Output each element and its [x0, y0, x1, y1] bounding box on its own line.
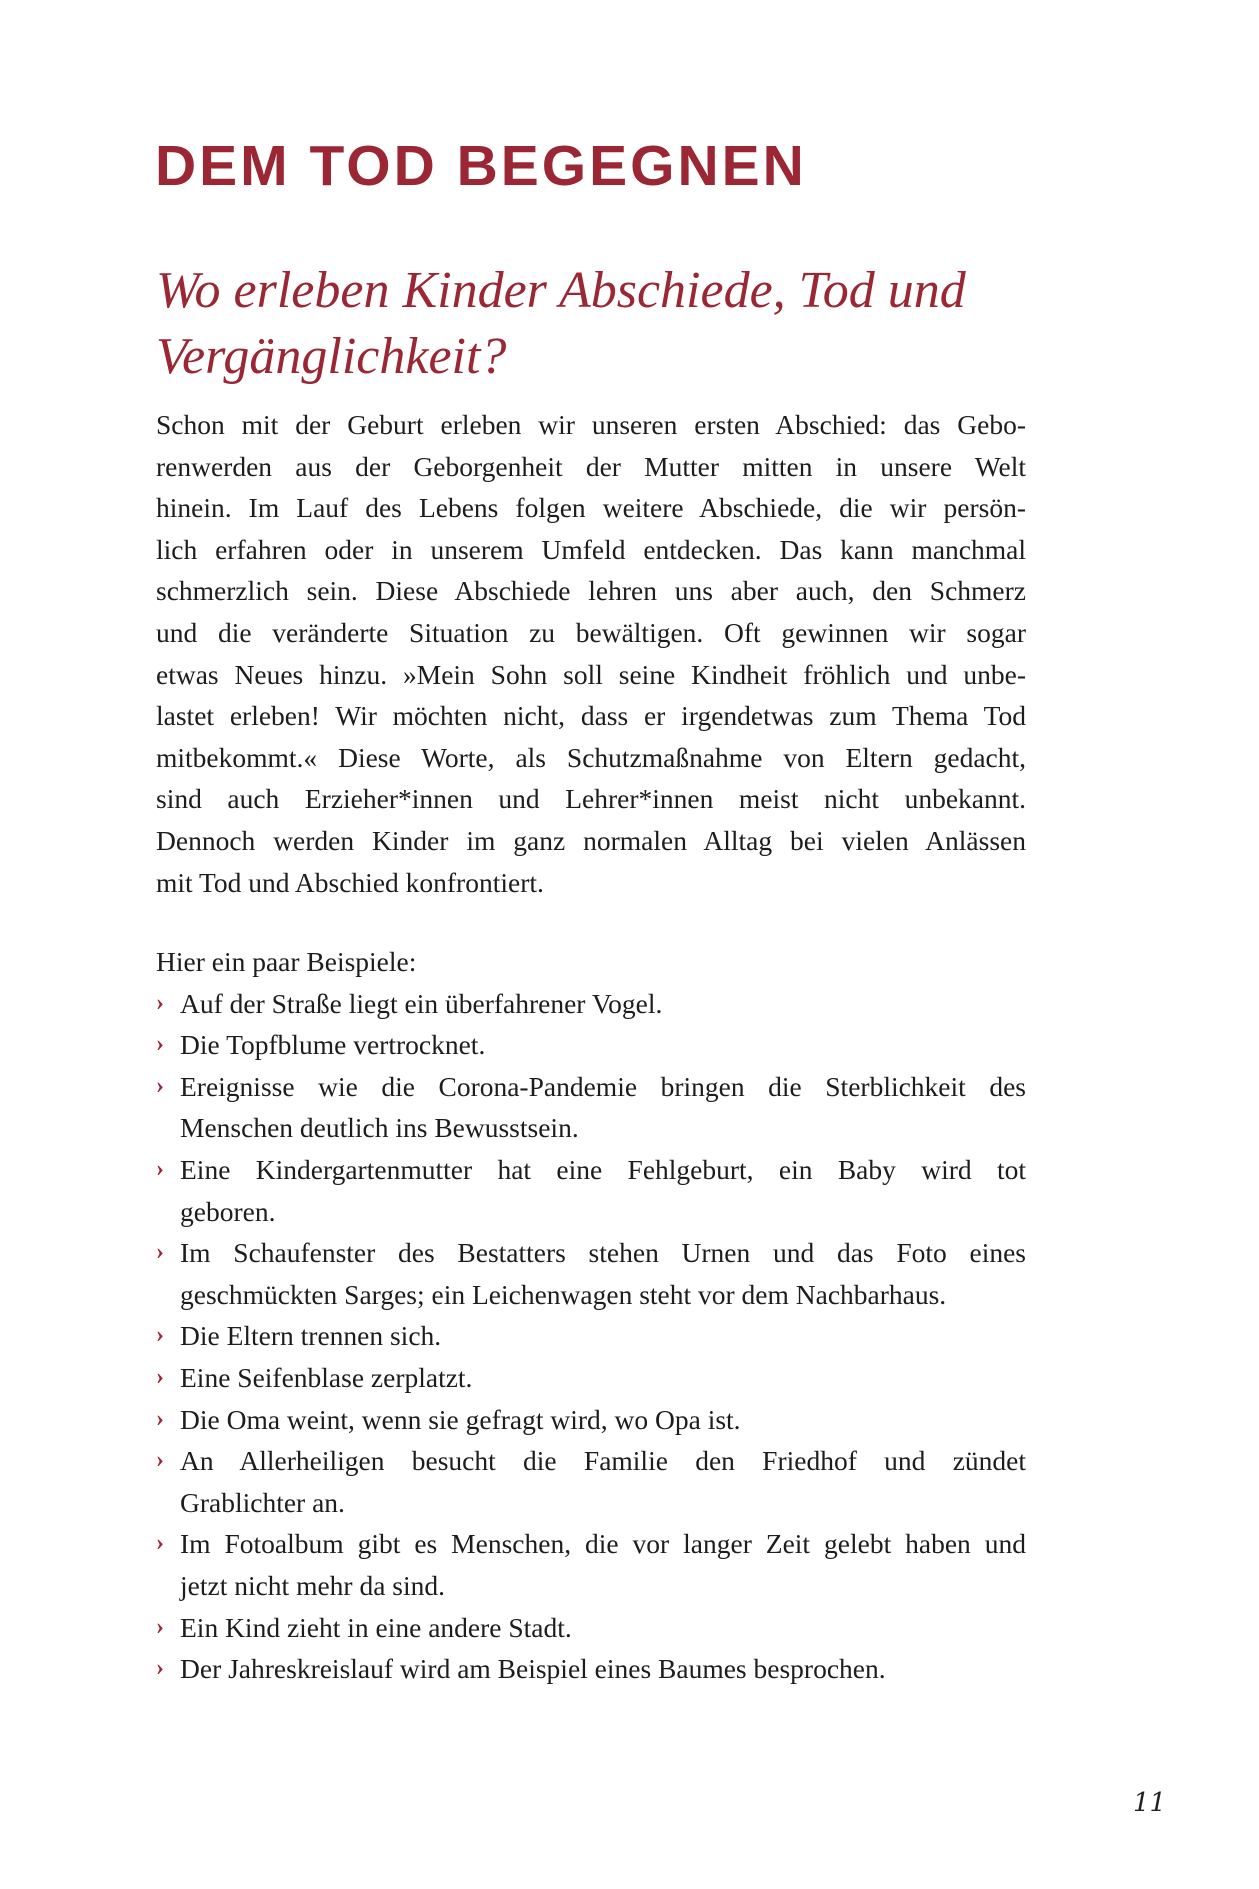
paragraph-line: etwas Neues hinzu. »Mein Sohn soll seine Kindheit fröhlich und unbe-	[156, 658, 1026, 690]
list-item	[156, 1315, 1026, 1357]
list-item-line: Die Oma weint, wenn sie gefragt wird, wo Opa ist.	[180, 1403, 741, 1435]
list-item-line: Im Schaufenster des Bestatters stehen Urnen und das Foto eines	[180, 1237, 1026, 1269]
list-item	[156, 1399, 1026, 1441]
list-item	[156, 1607, 1026, 1649]
list-item-line: Die Eltern trennen sich.	[180, 1320, 442, 1352]
list-item-line: geboren.	[180, 1195, 276, 1227]
paragraph-line: Schon mit der Geburt erleben wir unseren ersten Abschied: das Gebo-	[156, 409, 1026, 440]
chevron-right-icon: ›	[156, 1031, 164, 1058]
chevron-right-icon: ›	[156, 1072, 164, 1099]
subtitle-line: Vergänglichkeit?	[156, 328, 507, 385]
chapter-heading: DEM TOD BEGEGNEN	[155, 134, 807, 198]
list-intro: Hier ein paar Beispiele:	[156, 946, 417, 977]
chevron-right-icon: ›	[156, 1613, 164, 1640]
list-item	[156, 1232, 1026, 1315]
paragraph-line: schmerzlich sein. Diese Abschiede lehren uns aber auch, den Schmerz	[156, 575, 1026, 607]
chevron-right-icon: ›	[156, 1655, 164, 1682]
page-number: 11	[1133, 1788, 1167, 1818]
list-item-line: geschmückten Sarges; ein Leichenwagen steht vor dem Nachbarhaus.	[180, 1278, 947, 1310]
chevron-right-icon: ›	[156, 989, 164, 1016]
list-item	[156, 1648, 1026, 1690]
list-item	[156, 1357, 1026, 1399]
list-item	[156, 1066, 1026, 1149]
chevron-right-icon: ›	[156, 1239, 164, 1266]
list-item	[156, 983, 1026, 1025]
chevron-right-icon: ›	[156, 1322, 164, 1349]
paragraph-line: mitbekommt.« Diese Worte, als Schutzmaßnahme von Eltern gedacht,	[156, 741, 1026, 773]
paragraph-line: Dennoch werden Kinder im ganz normalen Alltag bei vielen Anlässen	[156, 824, 1026, 856]
paragraph-line: lich erfahren oder in unserem Umfeld entdecken. Das kann manchmal	[156, 533, 1026, 565]
intro-paragraph	[156, 404, 1026, 903]
list-item-line: Die Topfblume vertrocknet.	[180, 1029, 486, 1061]
chevron-right-icon: ›	[156, 1530, 164, 1557]
paragraph-line: hinein. Im Lauf des Lebens folgen weitere Abschiede, die wir persön-	[156, 492, 1026, 524]
list-item	[156, 1523, 1026, 1606]
subtitle-line: Wo erleben Kinder Abschiede, Tod und	[156, 262, 966, 319]
list-item-line: jetzt nicht mehr da sind.	[180, 1569, 445, 1601]
list-item	[156, 1024, 1026, 1066]
list-item-line: Im Fotoalbum gibt es Menschen, die vor langer Zeit gelebt haben und	[180, 1528, 1026, 1560]
list-item-line: An Allerheiligen besucht die Familie den Friedhof und zündet	[180, 1445, 1026, 1477]
chevron-right-icon: ›	[156, 1155, 164, 1182]
chevron-right-icon: ›	[156, 1363, 164, 1390]
list-item-line: Eine Kindergartenmutter hat eine Fehlgeburt, ein Baby wird tot	[180, 1153, 1026, 1185]
list-item-line: Auf der Straße liegt ein überfahrener Vogel.	[180, 987, 663, 1019]
list-item-line: Grablichter an.	[180, 1486, 345, 1518]
list-item	[156, 1149, 1026, 1232]
paragraph-line: sind auch Erzieher*innen und Lehrer*innen meist nicht unbekannt.	[156, 783, 1026, 815]
paragraph-line: und die veränderte Situation zu bewältigen. Oft gewinnen wir sogar	[156, 616, 1026, 648]
chevron-right-icon: ›	[156, 1447, 164, 1474]
section-subtitle	[156, 258, 966, 390]
list-item-line: Der Jahreskreislauf wird am Beispiel eines Baumes besprochen.	[180, 1653, 886, 1685]
list-item	[156, 1440, 1026, 1523]
list-item-line: Menschen deutlich ins Bewusstsein.	[180, 1112, 579, 1144]
list-item-line: Ereignisse wie die Corona-Pandemie bringen die Sterblichkeit des	[180, 1070, 1026, 1102]
paragraph-line: mit Tod und Abschied konfrontiert.	[156, 866, 544, 898]
list-item-line: Eine Seifenblase zerplatzt.	[180, 1361, 473, 1393]
examples-list	[156, 941, 1026, 1690]
chevron-right-icon: ›	[156, 1405, 164, 1432]
paragraph-line: lastet erleben! Wir möchten nicht, dass er irgendetwas zum Thema Tod	[156, 700, 1026, 732]
paragraph-line: renwerden aus der Geborgenheit der Mutter mitten in unsere Welt	[156, 450, 1026, 482]
list-item-line: Ein Kind zieht in eine andere Stadt.	[180, 1611, 572, 1643]
